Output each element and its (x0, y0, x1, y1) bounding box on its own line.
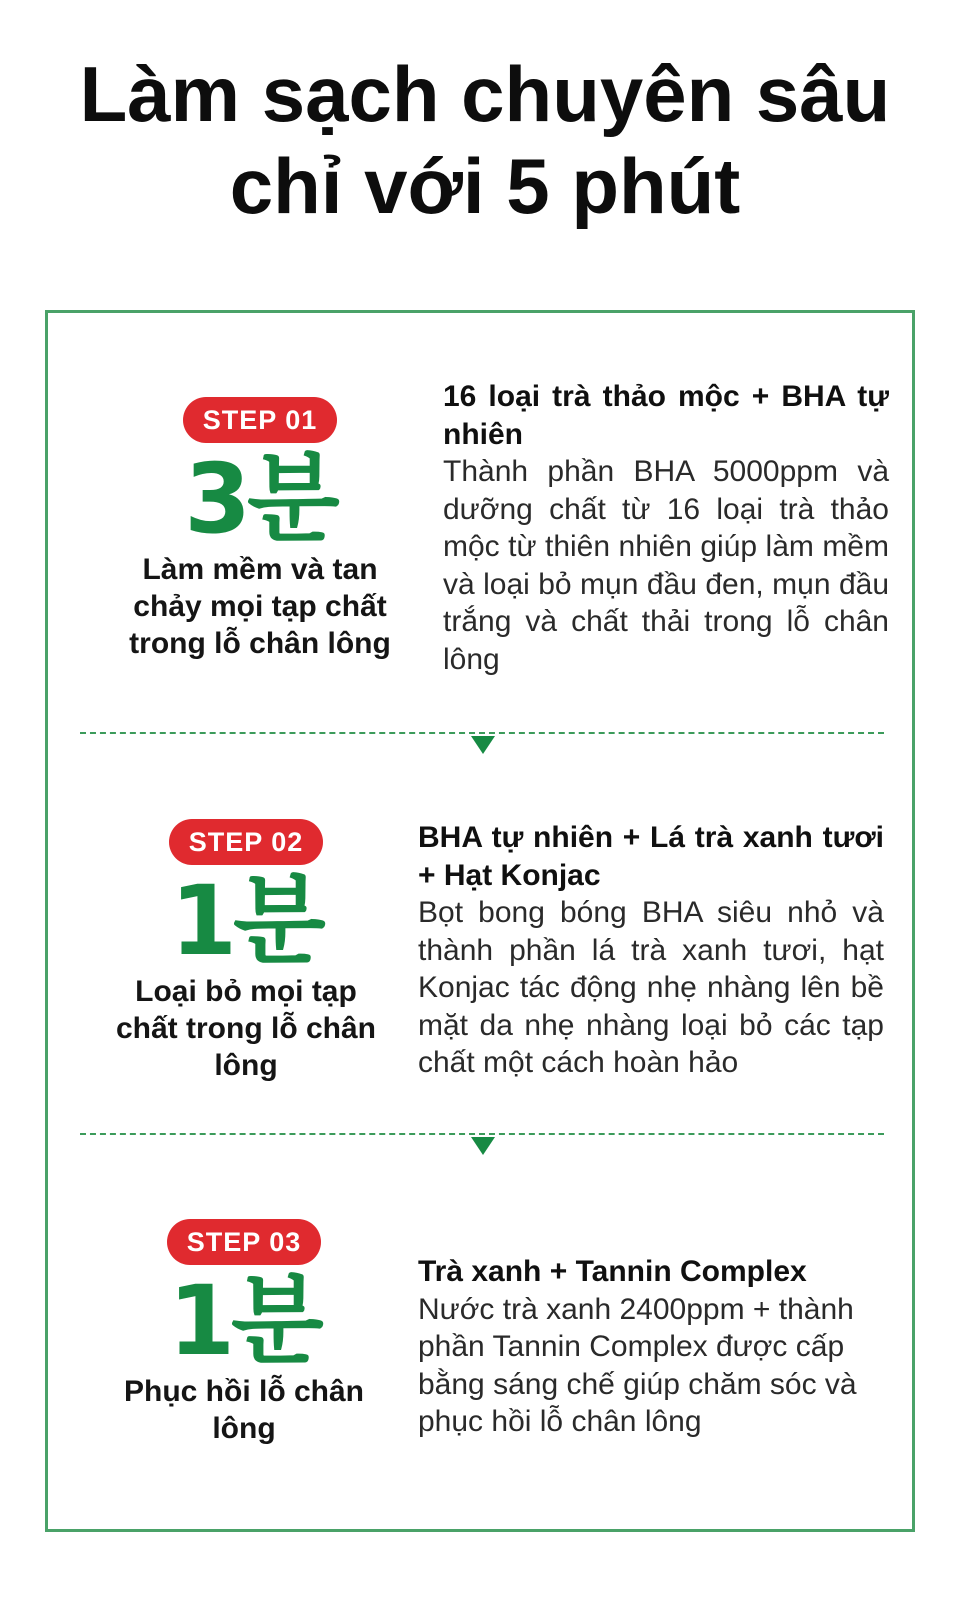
step-2-badge: STEP 02 (169, 819, 324, 865)
steps-frame (45, 310, 915, 1532)
down-arrow-icon (471, 736, 495, 754)
page-title-line-1: Làm sạch chuyên sâu (79, 50, 891, 138)
step-3-caption: Phục hồi lỗ chân lông (123, 1375, 364, 1445)
step-2-heading: BHA tự nhiên + Lá trà xanh tươi + Hạt Konjac (418, 821, 884, 892)
step-2-details (418, 819, 884, 1082)
step-1-heading: 16 loại trà thảo mộc + BHA tự nhiên (443, 380, 889, 451)
step-1-details (443, 378, 889, 678)
step-3-badge: STEP 03 (167, 1219, 322, 1265)
step-2-summary (114, 819, 378, 1084)
step-3-description: Nước trà xanh 2400ppm + thành phần Tannin Complex được cấp bằng sáng chế giúp chăm sóc và phục hồi lỗ chân lông (418, 1292, 857, 1438)
step-3-summary (110, 1219, 378, 1447)
step-2-description: Bọt bong bóng BHA siêu nhỏ và thành phần lá trà xanh tươi, hạt Konjac tác động nhẹ nhàng lên bề mặt da nhẹ nhàng loại bỏ các tạp chất một cách hoàn hảo (418, 896, 884, 1079)
page-title-line-2: chỉ với 5 phút (229, 142, 741, 230)
step-3-heading: Trà xanh + Tannin Complex (418, 1255, 807, 1288)
step-3-details (418, 1253, 884, 1441)
step-divider-1 (80, 732, 884, 734)
page-title (0, 48, 970, 232)
step-1-caption: Làm mềm và tan chảy mọi tạp chất trong lỗ chân lông (129, 553, 391, 660)
step-divider-2 (80, 1133, 884, 1135)
step-1-summary (114, 397, 406, 662)
down-arrow-icon (471, 1137, 495, 1155)
step-2-caption: Loại bỏ mọi tạp chất trong lỗ chân lông (115, 975, 376, 1082)
step-3-duration: 1분 (168, 1265, 320, 1377)
step-2-duration: 1분 (170, 865, 322, 977)
step-1-duration: 3분 (184, 443, 336, 555)
step-1-badge: STEP 01 (183, 397, 338, 443)
step-1-description: Thành phần BHA 5000ppm và dưỡng chất từ 16 loại trà thảo mộc từ thiên nhiên giúp làm mềm và loại bỏ mụn đầu đen, mụn đầu trắng và chất thải trong lỗ chân lông (443, 455, 889, 676)
